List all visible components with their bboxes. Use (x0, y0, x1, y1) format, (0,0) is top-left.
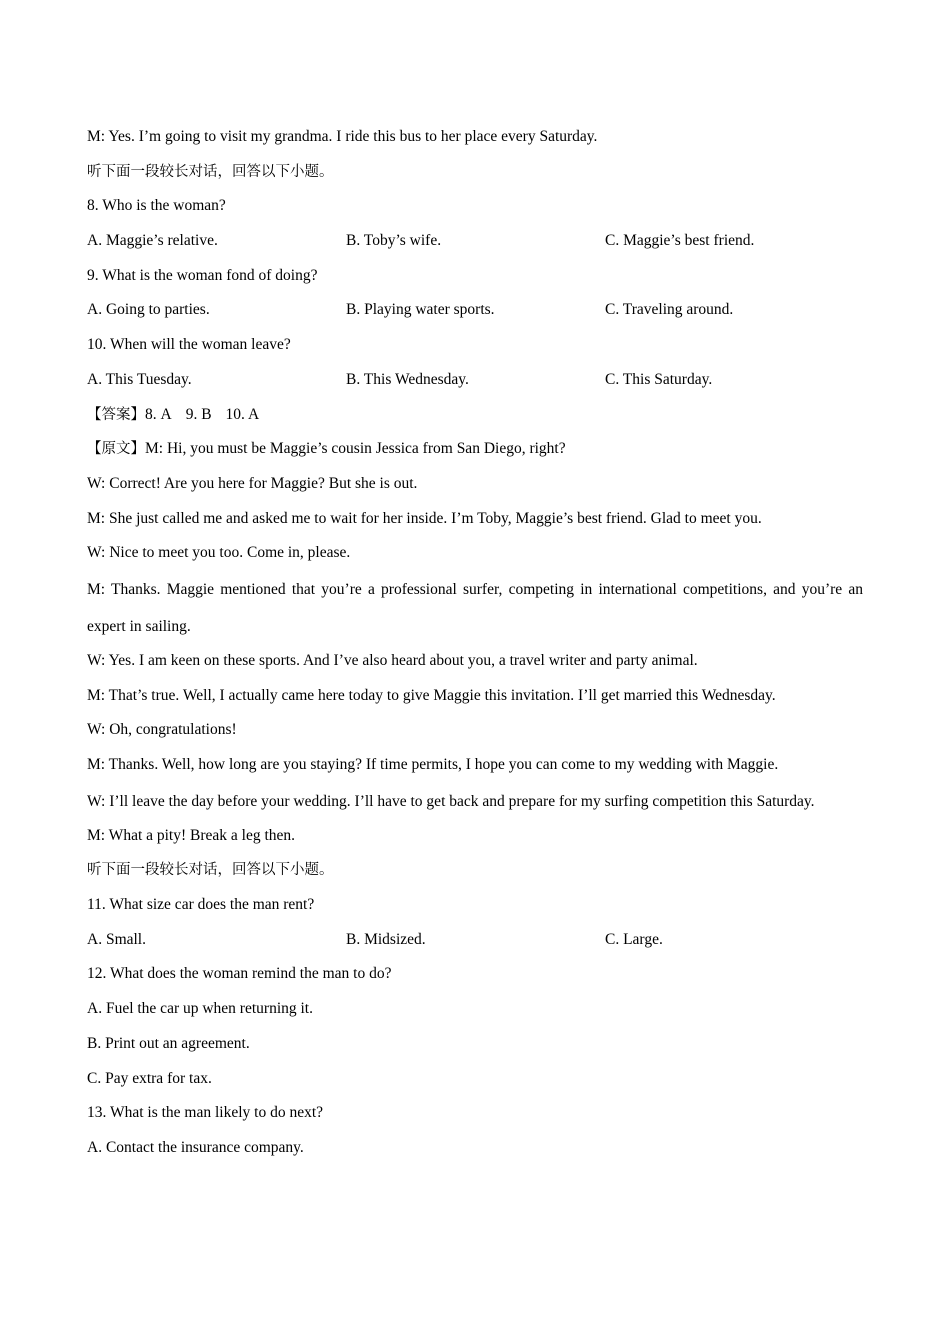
transcript-line (87, 432, 863, 467)
question-12: 12. What does the woman remind the man to do? (87, 965, 392, 983)
transcript-text: M: Hi, you must be Maggie’s cousin Jessica from San Diego, right? (145, 440, 566, 458)
option-a: A. This Tuesday. (87, 370, 192, 388)
transcript-line: M: She just called me and asked me to wait for her inside. I’m Toby, Maggie’s best friend. Glad to meet you. (87, 509, 762, 527)
answer-8: 8. A (145, 405, 172, 423)
option-a: A. Maggie’s relative. (87, 232, 218, 250)
transcript-line: M: That’s true. Well, I actually came here today to give Maggie this invitation. I’ll get married this Wednesday. (87, 686, 776, 704)
question-9: 9. What is the woman fond of doing? (87, 266, 318, 284)
question-8-options (87, 224, 863, 259)
option-a: A. Fuel the car up when returning it. (87, 1000, 313, 1018)
question-11-options (87, 923, 863, 958)
transcript-line: M: Yes. I’m going to visit my grandma. I ride this bus to her place every Saturday. (87, 128, 598, 145)
option-a: A. Small. (87, 930, 146, 948)
question-13: 13. What is the man likely to do next? (87, 1104, 324, 1122)
transcript-line: M: Thanks. Well, how long are you staying? If time permits, I hope you can come to my wedding with Maggie. (87, 756, 779, 773)
section-instruction: 听下面一段较长对话，回答以下小题。 (87, 163, 334, 180)
option-c: C. Large. (605, 930, 663, 948)
option-b: B. This Wednesday. (346, 370, 469, 388)
transcript-line: W: Nice to meet you too. Come in, please. (87, 544, 351, 562)
document-page (87, 120, 863, 1166)
transcript-paragraph: M: Thanks. Maggie mentioned that you’re a professional surfer, competing in international competitions, and you’re an expert in sailing. (87, 580, 863, 635)
section-instruction: 听下面一段较长对话，回答以下小题。 (87, 862, 334, 879)
transcript-paragraph: W: I’ll leave the day before your wedding. I’ll have to get back and prepare for my surfing competition this Saturday. (87, 792, 815, 810)
option-c: C. Maggie’s best friend. (605, 232, 755, 250)
option-c: C. This Saturday. (605, 370, 713, 388)
answer-label: 【答案】 (87, 406, 145, 423)
transcript-line: W: Correct! Are you here for Maggie? But she is out. (87, 474, 418, 492)
option-b: B. Toby’s wife. (346, 232, 442, 250)
question-11: 11. What size car does the man rent? (87, 896, 315, 914)
original-label: 【原文】 (87, 441, 145, 458)
transcript-line: W: Yes. I am keen on these sports. And I’ve also heard about you, a travel writer and party animal. (87, 651, 698, 669)
answer-10: 10. A (225, 405, 260, 423)
option-a: A. Contact the insurance company. (87, 1138, 304, 1156)
option-c: C. Pay extra for tax. (87, 1069, 212, 1087)
option-b: B. Print out an agreement. (87, 1034, 250, 1052)
option-c: C. Traveling around. (605, 301, 734, 319)
answer-line (87, 398, 863, 433)
question-8: 8. Who is the woman? (87, 197, 226, 215)
option-b: B. Playing water sports. (346, 301, 495, 319)
transcript-line: W: Oh, congratulations! (87, 721, 237, 739)
option-b: B. Midsized. (346, 930, 426, 948)
question-9-options (87, 293, 863, 328)
question-10: 10. When will the woman leave? (87, 336, 291, 354)
answer-9: 9. B (185, 405, 212, 423)
transcript-line: M: What a pity! Break a leg then. (87, 826, 296, 844)
option-a: A. Going to parties. (87, 301, 210, 319)
question-10-options (87, 363, 863, 398)
